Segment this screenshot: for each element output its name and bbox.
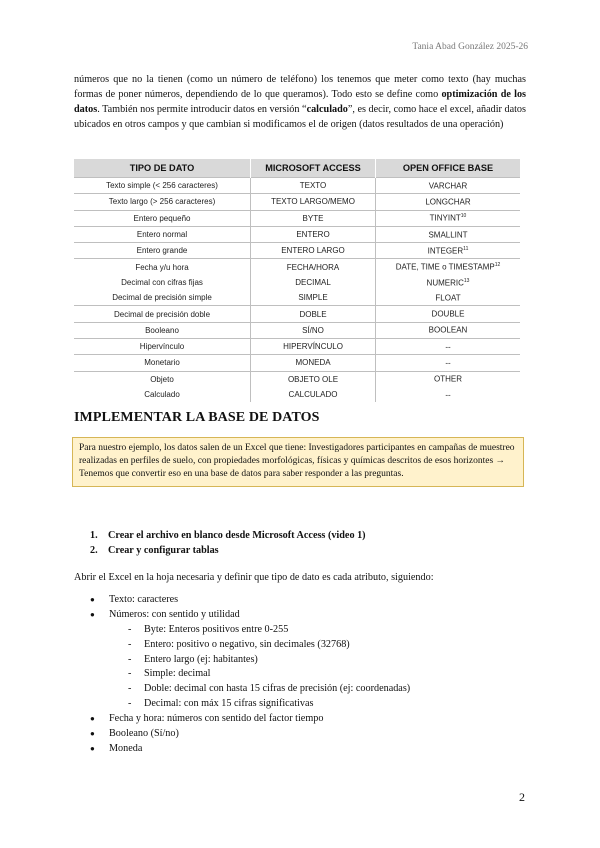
- sub-list-item: - Entero: positivo o negativo, sin decimales (32768): [128, 638, 350, 650]
- cell-tipo: Texto largo (> 256 caracteres): [74, 194, 251, 210]
- intro-text-1: números que no la tienen (como un número de teléfono) los tenemos que meter como texto (hay muchas formas de poner números, dependiendo de lo que queramos). Todo esto se define como: [74, 74, 526, 100]
- list-item: ● Texto: caracteres: [74, 594, 410, 609]
- table-row: [74, 322, 520, 338]
- list-item: ● Booleano (Sí/no): [74, 728, 410, 743]
- cell-base: DOUBLE: [376, 306, 521, 322]
- table-row: [74, 194, 520, 210]
- intro-text-2: . También nos permite introducir datos en versión “: [97, 104, 307, 115]
- intro-text-3: ”, es decir, como hace el excel, añadir datos ubicados en otros campos y que cambian si modificamos el de origen (datos resultados de una operación): [74, 104, 526, 130]
- cell-access: SIMPLE: [251, 290, 376, 306]
- sub-list-item: - Doble: decimal con hasta 15 cifras de precisión (ej: coordenadas): [128, 683, 411, 695]
- steps-list: [74, 530, 366, 560]
- sub-list-item: - Decimal: con máx 15 cifras significativas: [128, 698, 314, 710]
- step-label: Crear el archivo en blanco desde Microsoft Access (video 1): [108, 530, 366, 541]
- cell-base: INTEGER$^{11}$: [376, 243, 521, 259]
- cell-base: SMALLINT: [376, 226, 521, 242]
- page-number: 2: [519, 790, 525, 804]
- cell-access: DECIMAL: [251, 275, 376, 290]
- cell-access: ENTERO LARGO: [251, 243, 376, 259]
- cell-access: HIPERVÍNCULO: [251, 338, 376, 354]
- list-item: ● Fecha y hora: números con sentido del factor tiempo: [74, 713, 410, 728]
- sub-list-item: - Simple: decimal: [128, 668, 211, 680]
- instructions-text: Abrir el Excel en la hoja necesaria y definir que tipo de dato es cada atributo, siguiendo:: [74, 572, 434, 583]
- cell-access: TEXTO: [251, 178, 376, 194]
- header-base: OPEN OFFICE BASE: [376, 159, 521, 178]
- bullet-icon: ●: [90, 595, 95, 604]
- example-note: Para nuestro ejemplo, los datos salen de un Excel que tiene: Investigadores participantes en campañas de muestreo realizadas en perfiles de suelo, con propiedades morfológicas, físicas y químicas descritos de esos horizontes → Tenemos que convertir eso en una base de datos para saber responder a las preguntas.: [72, 437, 524, 487]
- table-row: [74, 210, 520, 226]
- intro-paragraph: [74, 72, 526, 132]
- cell-tipo: Decimal de precisión simple: [74, 290, 251, 306]
- table-row: [74, 243, 520, 259]
- table-row: [74, 259, 520, 275]
- header-author: Tania Abad González 2025-26: [412, 42, 528, 52]
- cell-base: --: [376, 338, 521, 354]
- cell-tipo: Objeto: [74, 371, 251, 387]
- cell-access: BYTE: [251, 210, 376, 226]
- list-item: ● Números: con sentido y utilidad: [74, 609, 410, 624]
- table-header-row: [74, 159, 520, 178]
- step-item: [74, 530, 366, 545]
- step-item: [74, 545, 366, 560]
- cell-tipo: Hipervínculo: [74, 338, 251, 354]
- cell-base: OTHER: [376, 371, 521, 387]
- cell-base: DATE, TIME o TIMESTAMP$^{12}$: [376, 259, 521, 275]
- cell-tipo: Texto simple (< 256 caracteres): [74, 178, 251, 194]
- cell-tipo: Booleano: [74, 322, 251, 338]
- bullet-icon: ●: [90, 714, 95, 724]
- table-row: [74, 371, 520, 387]
- cell-base: LONGCHAR: [376, 194, 521, 210]
- cell-tipo: Decimal con cifras fijas: [74, 275, 251, 290]
- step-label: Crear y configurar tablas: [108, 545, 219, 556]
- cell-tipo: Entero grande: [74, 243, 251, 259]
- cell-access: TEXTO LARGO/MEMO: [251, 194, 376, 210]
- cell-base: --: [376, 355, 521, 371]
- table-row: [74, 338, 520, 354]
- table-row: [74, 275, 520, 290]
- cell-base: TINYINT$^{10}$: [376, 210, 521, 226]
- bullet-icon: ●: [90, 743, 95, 753]
- sub-list-item: - Entero largo (ej: habitantes): [128, 653, 258, 665]
- header-tipo: TIPO DE DATO: [74, 159, 251, 178]
- table-row: [74, 290, 520, 306]
- list-item: ● Moneda: [74, 743, 410, 758]
- cell-tipo: Entero pequeño: [74, 210, 251, 226]
- cell-tipo: Fecha y/u hora: [74, 259, 251, 275]
- cell-access: OBJETO OLE: [251, 371, 376, 387]
- step-number: 1.: [90, 530, 98, 541]
- cell-access: FECHA/HORA: [251, 259, 376, 275]
- table-row: [74, 306, 520, 322]
- types-bullet-list: [74, 594, 410, 758]
- cell-access: DOBLE: [251, 306, 376, 322]
- header-access: MICROSOFT ACCESS: [251, 159, 376, 178]
- step-number: 2.: [90, 545, 98, 556]
- cell-tipo: Decimal de precisión doble: [74, 306, 251, 322]
- bullet-icon: ●: [90, 729, 95, 739]
- cell-tipo: Calculado: [74, 387, 251, 402]
- cell-access: MONEDA: [251, 355, 376, 371]
- sub-list-item: - Byte: Enteros positivos entre 0-255: [128, 623, 289, 635]
- table-row: [74, 355, 520, 371]
- cell-tipo: Entero normal: [74, 226, 251, 242]
- cell-base: FLOAT: [435, 293, 461, 303]
- cell-base: NUMERIC$^{13}$: [426, 277, 470, 288]
- data-types-table: [74, 159, 520, 402]
- cell-base: BOOLEAN: [376, 322, 521, 338]
- table-row: [74, 226, 520, 242]
- cell-base: VARCHAR: [376, 178, 521, 194]
- bullet-icon: ●: [90, 609, 95, 619]
- intro-bold-2: calculado: [306, 104, 348, 115]
- intro-bold-1: optimización de los datos: [74, 89, 527, 115]
- table-row: [74, 387, 520, 402]
- table-row: [74, 178, 520, 194]
- section-title: IMPLEMENTAR LA BASE DE DATOS: [74, 410, 320, 425]
- cell-access: CALCULADO: [251, 387, 376, 402]
- cell-access: SÍ/NO: [251, 322, 376, 338]
- cell-access: ENTERO: [251, 226, 376, 242]
- cell-base: --: [445, 390, 451, 400]
- cell-tipo: Monetario: [74, 355, 251, 371]
